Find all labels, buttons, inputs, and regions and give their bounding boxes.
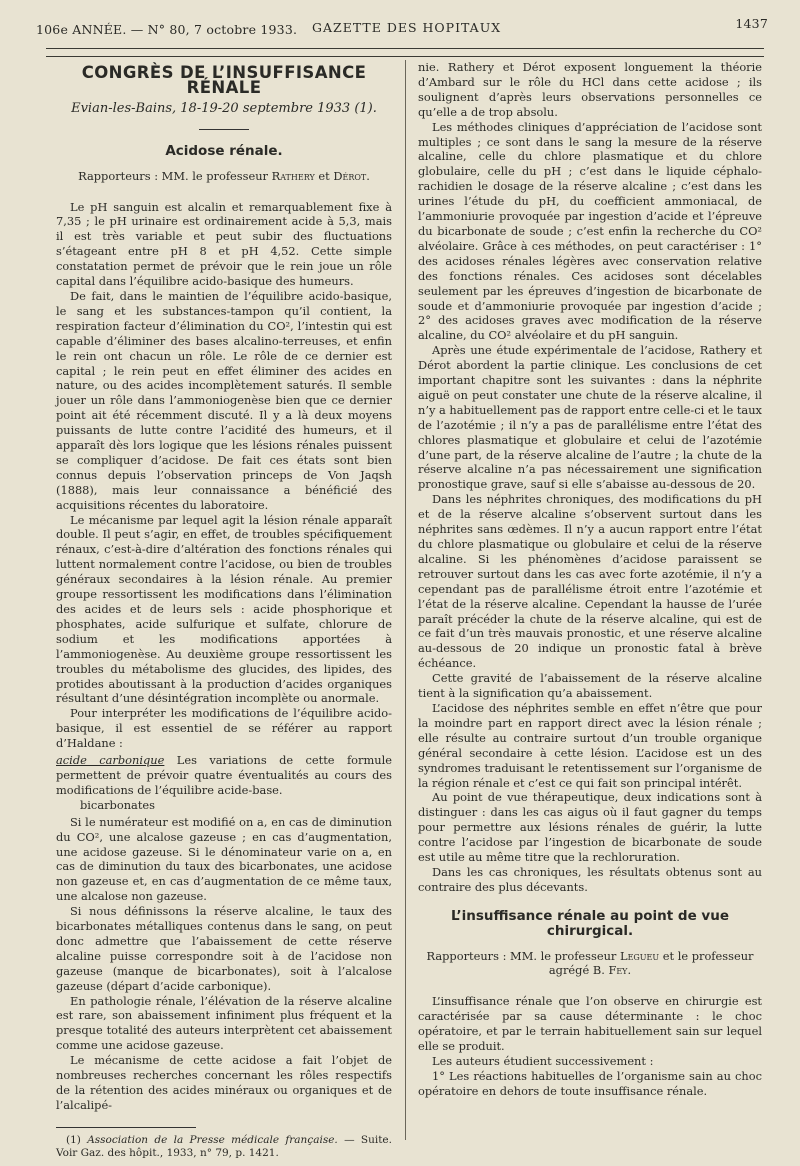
issue-info: 106e ANNÉE. — N° 80, 7 octobre 1933. — [36, 22, 298, 37]
rapporteur-name: Rathery — [271, 168, 315, 183]
section-title-acidose: Acidose rénale. — [165, 142, 283, 159]
paragraph: Pour interpréter les modifications de l’équilibre acido-basique, il est essentiel de se référer au rapport d’Haldane : — [56, 706, 392, 751]
formula-numerator: acide carbonique — [56, 753, 165, 768]
paragraph: 1° Les réactions habituelles de l’organisme sain au choc opératoire en dehors de toute insuffisance rénale. — [418, 1068, 762, 1098]
rapporteur-name: Dérot. — [333, 168, 370, 183]
rapporteur-name: B. Fey. — [592, 963, 632, 978]
paragraph: Le mécanisme de cette acidose a fait l’objet de nombreuses recherches concernant les rôles respectifs de la rétention des acides minéraux ou organiques et de l’alcalipé- — [56, 1053, 392, 1112]
paragraph: En pathologie rénale, l’élévation de la réserve alcaline est rare, son abaissement infiniment plus fréquent et la presque totalité des auteurs interprètent cet abaissement comme une acidose gazeuse. — [56, 993, 392, 1053]
paragraph: L’insuffisance rénale que l’on observe en chirurgie est caractérisée par sa cause déterminante : le choc opératoire, et par le terrain habituellement sain sur lequel elle se produit. — [418, 994, 762, 1054]
rapporteurs-prefix: Rapporteurs : MM. le professeur — [426, 948, 617, 963]
congress-title: CONGRÈS DE L’INSUFFISANCE RÉNALE — [81, 63, 367, 97]
footnote-source: Association de la Presse médicale française. — [87, 1133, 338, 1146]
paragraph: Dans les néphrites chroniques, des modifications du pH et de la réserve alcaline s’observent surtout dans les néphrites sans œdèmes. Il n’y a aucun rapport entre l’état du chlore plasmatique ou globulaire et celui de la réserve alcaline. Si les phénomènes d’acidose paraissent se retrouver surtout dans les cas avec forte azotémie, il n’y a cependant pas de parallélisme étroit entre l’azotémie et l’état de la réserve alcaline. Cependant la hausse de l’urée paraît précéder la chute de la réserve alcaline, qui est de ce fait d’un très mauvais pronostic, et une réserve alcaline au-dessous de 20 indique un pronostic fatal à brève échéance. — [418, 492, 762, 671]
paragraph: Si nous définissons la réserve alcaline, le taux des bicarbonates métalliques contenus dans le sang, on peut donc admettre que l’abaissement de cette réserve alcaline puisse correspondre soit à de l’acidose non gazeuse (manque de bicarbonates), soit à l’alcalose gazeuse (départ d’acide carbonique). — [56, 904, 392, 993]
rapporteurs-prefix: Rapporteurs : MM. le professeur — [78, 168, 269, 183]
paragraph: De fait, dans le maintien de l’équilibre acido-basique, le sang et les substances-tampon qu’il contient, la respiration facteur d’élimination du CO², l’intestin qui est capable d’éliminer des bases alcalino-terreuses, et enfin le rein ont chacun un rôle. Le rôle de ce dernier est capital ; le rein peut en effet éliminer des acides en nature, ou des acides incomplètement saturés. Il semble jouer un rôle dans l’ammoniogenèse bien que ce dernier point ait été récemment discuté. Il y a là deux moyens puissants de lutte contre l’acidité des humeurs, et il apparaît dès lors logique que les lésions rénales puissent se compliquer d’acidose. De fait ces états sont bien connus depuis l’observation princeps de Von Jaqsh (1888), mais leur connaissance a bénéficié des acquisitions récentes du laboratoire. — [56, 288, 392, 512]
paragraph: L’acidose des néphrites semble en effet n’être que pour la moindre part en rapport direct avec la lésion rénale ; elle résulte au contraire surtout d’un trouble organique général secondaire à cette lésion. L’acidose est un des syndromes traduisant le retentissement sur l’organisme de la région rénale et c’est ce qui fait son principal intérêt. — [418, 700, 762, 790]
page-number: 1437 — [735, 16, 768, 31]
paragraph: nie. Rathery et Dérot exposent longuement la théorie d’Ambard sur le rôle du HCl dans cette acidose ; ils soulignent d’après leurs observations personnelles ce qu’elle a de trop absolu. — [418, 60, 762, 119]
paragraph: Après une étude expérimentale de l’acidose, Rathery et Dérot abordent la partie clinique. Les conclusions de cet important chapitre sont les suivantes : dans la néphrite aiguë on peut constater une chute de la réserve alcaline, il n’y a habituellement pas de rapport entre celle-ci et le taux de l’azotémie ; il n’y a pas de parallélisme entre l’état des chlores plasmatique et globulaire et celui de l’azotémie d’une part, de la réserve alcaline de l’autre ; la chute de la réserve alcaline n’a pas nécessairement une signification pronostique grave, sauf si elle s’abaisse au-dessous de 20. — [418, 343, 762, 492]
paragraph: Dans les cas chroniques, les résultats obtenus sont au contraire des plus décevants. — [418, 864, 762, 894]
column-separator — [405, 60, 406, 1140]
footnote-reference: — Suite. Voir Gaz. des hôpit., 1933, n° 79, p. 1421. — [56, 1133, 392, 1160]
journal-title: GAZETTE DES HOPITAUX — [312, 20, 502, 35]
formula-denominator: bicarbonates — [80, 797, 155, 812]
title-divider — [199, 129, 249, 130]
paragraph: Le mécanisme par lequel agit la lésion rénale apparaît double. Il peut s’agir, en effet, de troubles spécifiquement rénaux, c’est-à-dire d’altération des fonctions rénales qui luttent normalement contre l’acidose, ou bien de troubles généraux secondaires à la lésion rénale. Au premier groupe ressortissent les modifications dans l’élimination des acides et de leurs sels : acide phosphorique et phosphates, acide sulfurique et sulfate, chlorure de sodium et les modifications apportées à l’ammoniogenèse. Au deuxième groupe ressortissent les troubles du métabolisme des glucides, des lipides, des protides aboutissant à la production d’acides organiques résultant d’une désintégration incomplète ou anormale. — [56, 512, 392, 706]
paragraph: Si le numérateur est modifié on a, en cas de diminution du CO², une alcalose gazeuse ; en cas d’augmentation, une acidose gazeuse. Si le dénominateur varie on a, en cas de diminution du taux des bicarbonates, une acidose non gazeuse et, en cas d’augmentation de ce même taux, une alcalose non gazeuse. — [56, 814, 392, 904]
header-rule-bottom — [46, 56, 764, 57]
formula-commentary: Les variations de cette formule permettent de prévoir quatre éventualités au cours des modifications de l’équilibre acide-base. — [56, 753, 392, 797]
right-column — [418, 60, 762, 1099]
paragraph: Le pH sanguin est alcalin et remarquablement fixe à 7,35 ; le pH urinaire est ordinairement acide à 5,3, mais il est très variable et peut subir des fluctuations s’étageant entre pH 8 et pH 4,52. Cette simple constatation permet de prévoir que le rein joue un rôle capital dans l’équilibre acido-basique des humeurs. — [56, 199, 392, 289]
section-title-chirurgical: L’insuffisance rénale au point de vue chirurgical. — [450, 907, 730, 939]
congress-subtitle: Evian-les-Bains, 18-19-20 septembre 1933 (1). — [71, 100, 377, 116]
running-header — [36, 14, 768, 40]
rapporteurs-conjunction: et — [318, 168, 330, 183]
paragraph: Les auteurs étudient successivement : — [432, 1054, 654, 1068]
footnote-marker: (1) — [66, 1133, 81, 1146]
paragraph: Les méthodes cliniques d’appréciation de l’acidose sont multiples ; ce sont dans le sang la mesure de la réserve alcaline, celle du chlore plasmatique et du chlore globulaire, celle du pH ; c’est dans le liquide céphalo-rachidien le dosage de la réserve alcaline ; c’est dans les urines l’étude du pH, du coefficient ammoniacal, de l’ammoniurie provoquée par ingestion d’acide et l’épreuve du bicarbonate de soude ; c’est enfin la recherche du CO² alvéolaire. Grâce à ces méthodes, on peut caractériser : 1° des acidoses rénales légères avec conservation relative des fonctions rénales. Ces acidoses sont décelables seulement par les épreuves d’ingestion de bicarbonate de soude et d’ammoniurie provoquée par ingestion d’acide ; 2° des acidoses graves avec modification de la réserve alcaline, du CO² alvéolaire et du pH sanguin. — [418, 119, 762, 343]
paragraph: Au point de vue thérapeutique, deux indications sont à distinguer : dans les cas aigus où il faut gagner du temps pour permettre aux lésions rénales de guérir, la lutte contre l’acidose par l’ingestion de bicarbonate de soude est utile au même titre que la rechloruration. — [418, 790, 762, 865]
header-rule-top — [46, 48, 764, 49]
left-column — [56, 60, 392, 1161]
haldane-formula — [56, 753, 392, 813]
paragraph: Cette gravité de l’abaissement de la réserve alcaline tient à la signification qu’a abaissement. — [418, 671, 762, 701]
rapporteurs-conjunction: et le professeur agrégé — [548, 948, 754, 978]
footnote-rule — [56, 1127, 196, 1128]
footnote — [56, 1134, 392, 1161]
rapporteur-name: Legueu — [620, 948, 660, 963]
rapporteurs-chirurgical — [418, 949, 762, 979]
rapporteurs-acidose — [56, 169, 392, 184]
